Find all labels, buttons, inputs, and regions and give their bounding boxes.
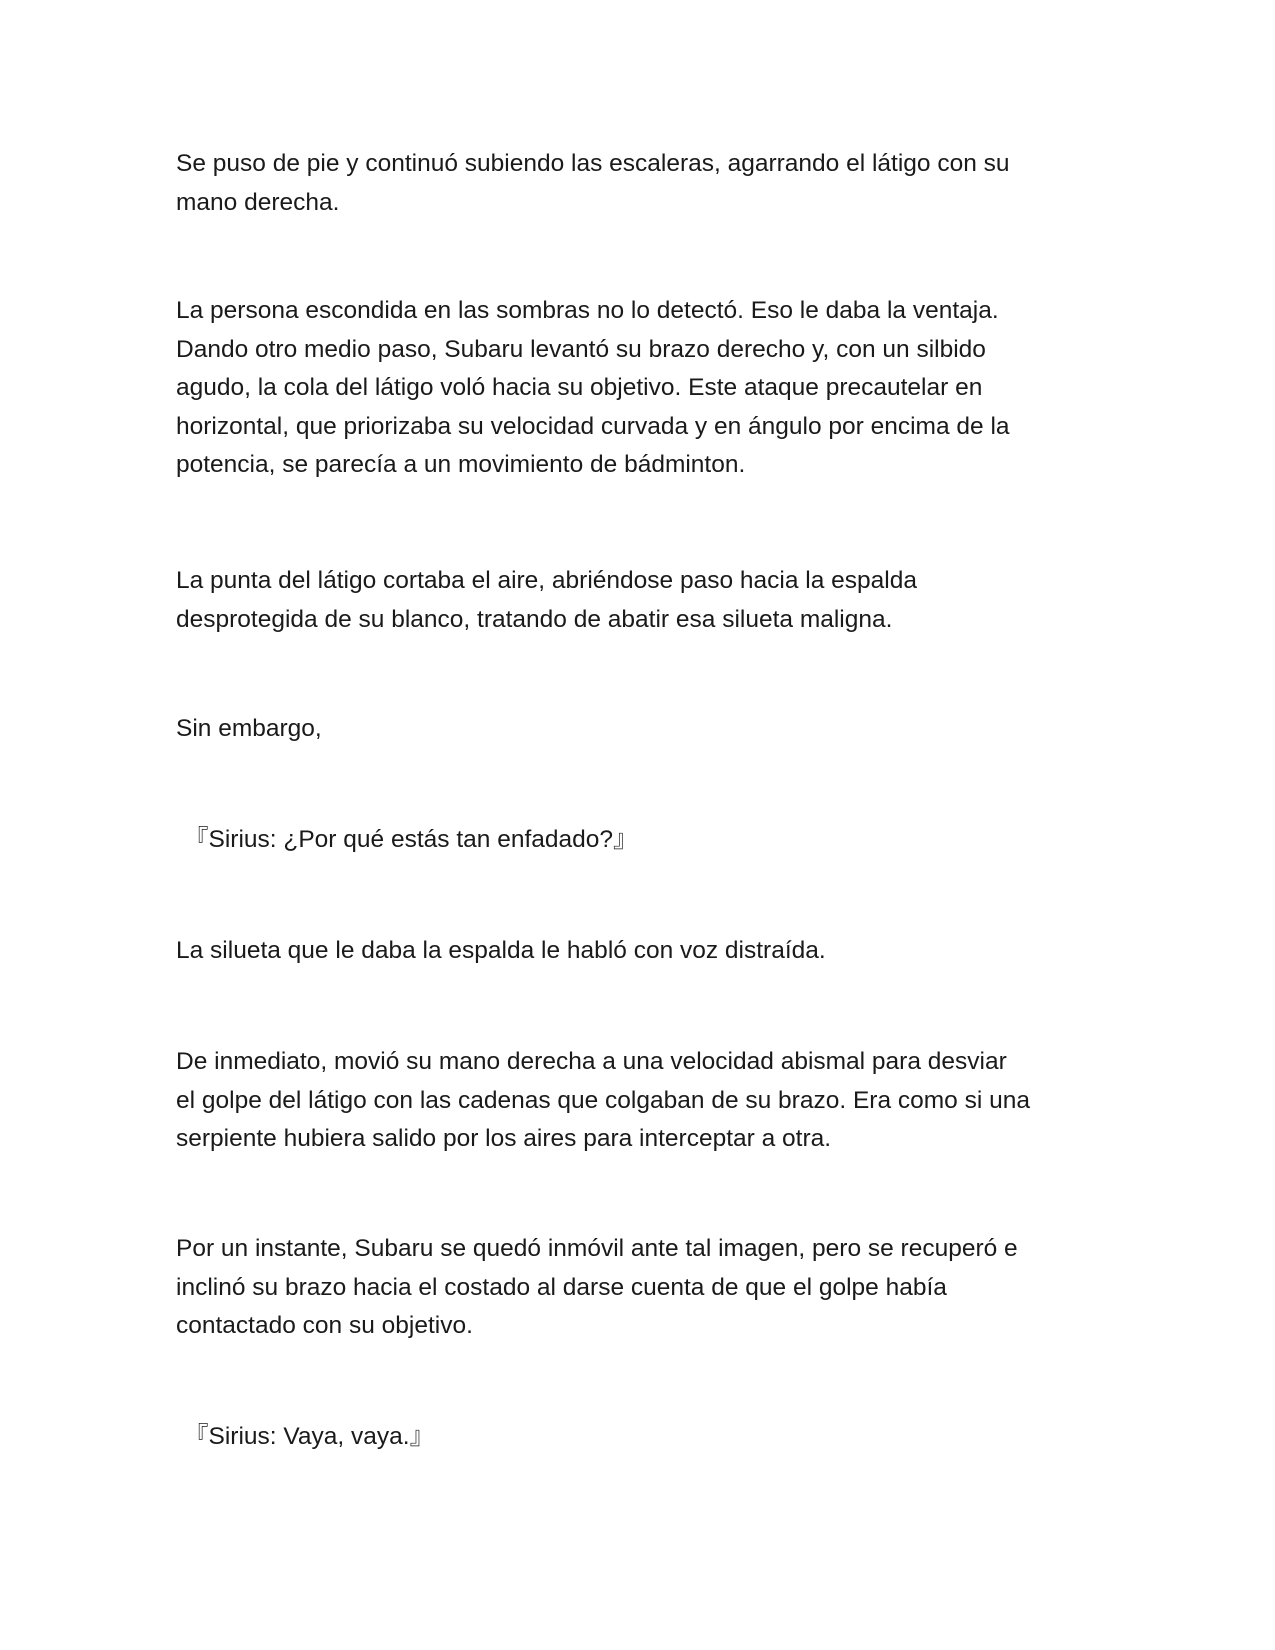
paragraph-subaru-recovers bbox=[176, 1230, 1106, 1346]
dialogue-sirius-2 bbox=[184, 1418, 1114, 1457]
text-line: el golpe del látigo con las cadenas que colgaban de su brazo. Era como si una bbox=[176, 1086, 1030, 1114]
text-line: La persona escondida en las sombras no lo detectó. Eso le daba la ventaja. bbox=[176, 297, 999, 324]
text-line: De inmediato, movió su mano derecha a una velocidad abismal para desviar bbox=[176, 1048, 1007, 1075]
text-line: agudo, la cola del látigo voló hacia su objetivo. Este ataque precautelar en bbox=[176, 374, 983, 401]
paragraph-whip-tip bbox=[176, 562, 1106, 639]
text-line: inclinó su brazo hacia el costado al darse cuenta de que el golpe había bbox=[176, 1273, 947, 1301]
text-line: La punta del látigo cortaba el aire, abriéndose paso hacia la espalda bbox=[176, 567, 917, 594]
text-line: contactado con su objetivo. bbox=[176, 1312, 473, 1339]
paragraph-deflect bbox=[176, 1043, 1106, 1159]
text-line: Se puso de pie y continuó subiendo las escaleras, agarrando el látigo con su bbox=[176, 150, 1010, 177]
text-line: Dando otro medio paso, Subaru levantó su brazo derecho y, con un silbido bbox=[176, 335, 986, 363]
text-line: Sin embargo, bbox=[176, 715, 322, 742]
text-line: 『Sirius: ¿Por qué estás tan enfadado?』 bbox=[184, 826, 638, 853]
text-line: Por un instante, Subaru se quedó inmóvil ante tal imagen, pero se recuperó e bbox=[176, 1235, 1018, 1262]
dialogue-sirius-1 bbox=[184, 821, 1114, 860]
text-line: potencia, se parecía a un movimiento de bádminton. bbox=[176, 451, 746, 478]
paragraph-silhouette-speaks bbox=[176, 932, 1106, 971]
paragraph-however bbox=[176, 710, 1106, 749]
text-line: 『Sirius: Vaya, vaya.』 bbox=[184, 1423, 435, 1450]
text-line: desprotegida de su blanco, tratando de abatir esa silueta maligna. bbox=[176, 605, 893, 633]
text-line: serpiente hubiera salido por los aires para interceptar a otra. bbox=[176, 1125, 832, 1152]
paragraph-stairs bbox=[176, 145, 1106, 222]
text-line: mano derecha. bbox=[176, 188, 340, 216]
paragraph-whip-attack bbox=[176, 292, 1106, 485]
text-line: horizontal, que priorizaba su velocidad curvada y en ángulo por encima de la bbox=[176, 412, 1010, 440]
text-line: La silueta que le daba la espalda le habló con voz distraída. bbox=[176, 937, 826, 964]
